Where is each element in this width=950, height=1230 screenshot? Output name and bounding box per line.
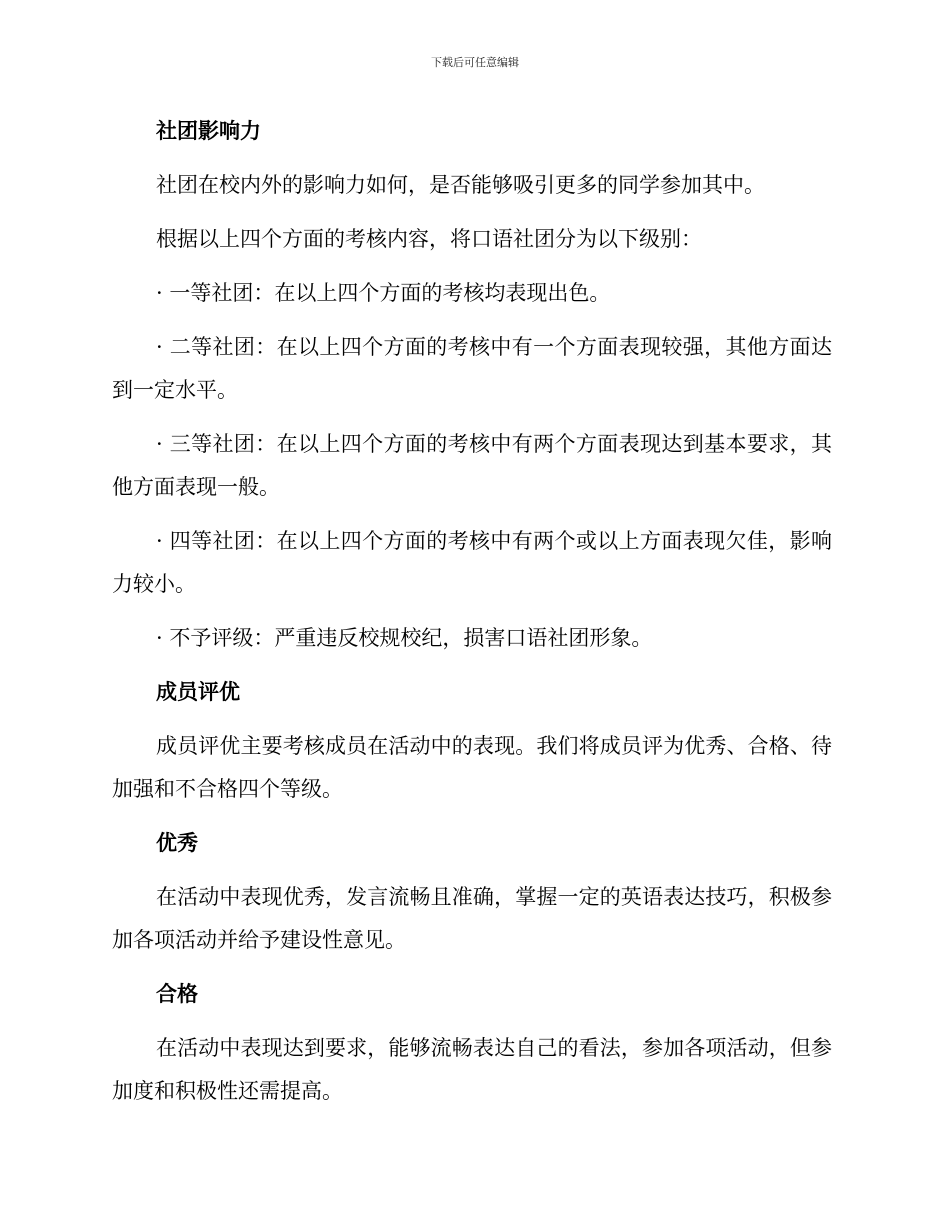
list-item-fourth-class: · 四等社团：在以上四个方面的考核中有两个或以上方面表现欠佳，影响力较小。 (112, 529, 832, 596)
paragraph-excellent: 在活动中表现优秀，发言流畅且准确，掌握一定的英语表达技巧，积极参加各项活动并给予建设性意见。 (112, 885, 832, 952)
list-item-no-rating: · 不予评级：严重违反校规校纪，损害口语社团形象。 (156, 626, 653, 650)
section-heading-member-evaluation: 成员评优 (156, 680, 240, 704)
paragraph-rating-intro: 根据以上四个方面的考核内容，将口语社团分为以下级别： (156, 227, 702, 251)
section-heading-qualified: 合格 (156, 982, 198, 1006)
section-heading-club-influence: 社团影响力 (156, 119, 261, 143)
list-item-third-class: · 三等社团：在以上四个方面的考核中有两个方面表现达到基本要求，其他方面表现一般。 (112, 432, 832, 499)
paragraph-member-evaluation: 成员评优主要考核成员在活动中的表现。我们将成员评为优秀、合格、待加强和不合格四个等级。 (112, 734, 832, 801)
paragraph-club-influence: 社团在校内外的影响力如何，是否能够吸引更多的同学参加其中。 (156, 173, 765, 197)
document-body (112, 110, 832, 1124)
page-header-note: 下载后可任意编辑 (431, 56, 519, 69)
section-heading-excellent: 优秀 (156, 831, 198, 855)
list-item-second-class: · 二等社团：在以上四个方面的考核中有一个方面表现较强，其他方面达到一定水平。 (112, 335, 832, 402)
paragraph-qualified: 在活动中表现达到要求，能够流畅表达自己的看法，参加各项活动，但参加度和积极性还需提高。 (112, 1036, 832, 1103)
list-item-first-class: · 一等社团：在以上四个方面的考核均表现出色。 (156, 281, 611, 305)
